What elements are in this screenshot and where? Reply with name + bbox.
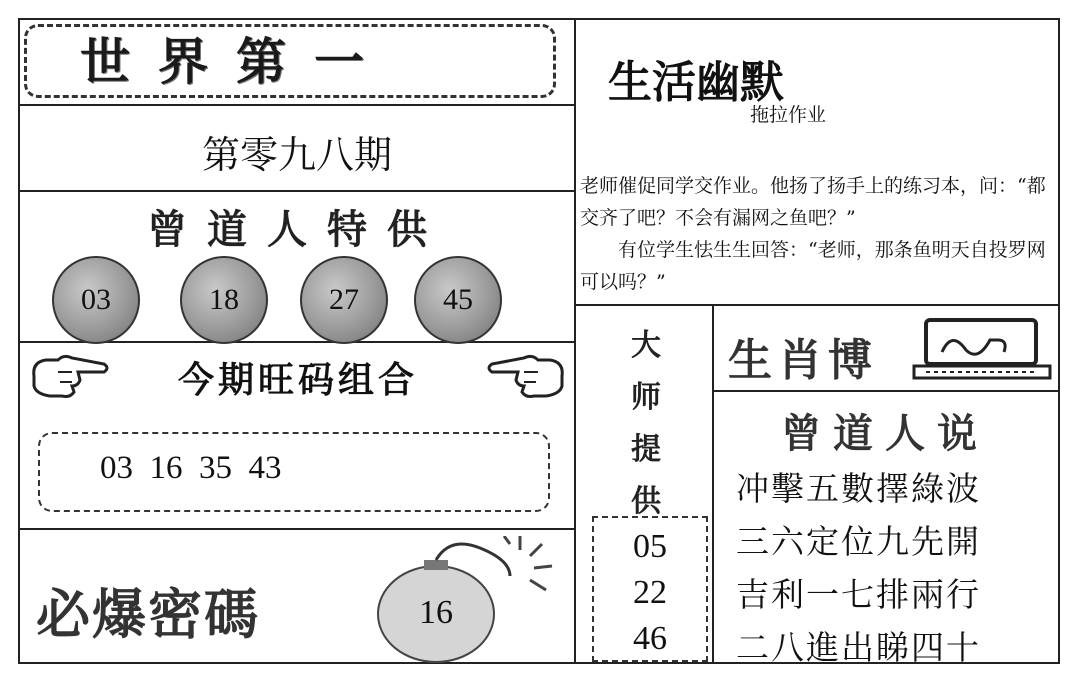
issue-number: 第零九八期	[201, 133, 392, 177]
master-label	[582, 320, 710, 528]
master-char: 大	[631, 328, 661, 363]
number-ball: 45	[414, 256, 502, 344]
humor-subtitle: 拖拉作业	[750, 104, 827, 126]
combo-heading: 今期旺码组合	[177, 360, 418, 401]
divider	[712, 390, 1058, 392]
master-number: 05	[633, 528, 667, 565]
zodiac-heading: 生肖博	[728, 335, 878, 386]
pointing-hand-right-icon	[28, 350, 110, 406]
secret-number: 16	[419, 594, 453, 631]
number-ball: 27	[300, 256, 388, 344]
verse-line: 二八進出睇四十	[736, 628, 981, 667]
combo-numbers: 03 16 35 43	[100, 450, 282, 486]
verse-line: 冲擊五數擇綠波	[736, 469, 981, 508]
main-divider	[574, 20, 576, 662]
verse-line: 三六定位九先開	[736, 522, 981, 561]
divider	[20, 104, 574, 106]
humor-paragraph: 有位学生怯生生回答：“老师，那条鱼明天自投罗网可以吗？”	[580, 239, 1046, 293]
page-title: 世界第一	[80, 32, 392, 91]
verse-heading: 曾道人说	[781, 410, 989, 457]
verse-block	[736, 462, 1056, 674]
master-char: 师	[631, 380, 661, 415]
lottery-sheet	[18, 18, 1060, 667]
humor-paragraph: 老师催促同学交作业。他扬了扬手上的练习本，问：“都交齐了吧？不会有漏网之鱼吧？”	[580, 175, 1046, 229]
master-number: 22	[633, 574, 667, 611]
divider	[574, 304, 1058, 306]
special-heading: 曾道人特供	[147, 206, 447, 253]
computer-icon	[912, 316, 1054, 382]
secret-heading: 必爆密碼	[36, 583, 260, 646]
master-number: 46	[633, 620, 667, 657]
verse-line: 吉利一七排兩行	[736, 575, 981, 614]
master-char: 供	[631, 484, 661, 519]
divider	[20, 190, 574, 192]
divider	[712, 304, 714, 662]
humor-heading: 生活幽默	[608, 57, 784, 108]
pointing-hand-left-icon	[486, 350, 568, 406]
master-char: 提	[631, 432, 661, 467]
number-ball: 18	[180, 256, 268, 344]
number-ball: 03	[52, 256, 140, 344]
divider	[20, 528, 574, 530]
